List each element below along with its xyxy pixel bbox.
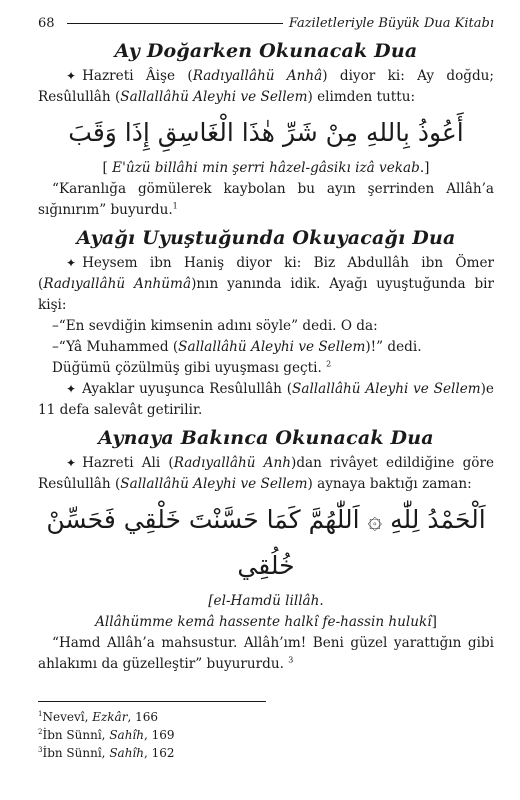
star-bullet-icon: ✦ — [66, 456, 77, 470]
header-rule — [67, 23, 283, 24]
paragraph: ✦ Heysem ibn Haniş diyor ki: Biz Abdullâh ibn Ömer (Radıyallâhü Anhümâ)nın yanında idik. Ayağı uyuştuğunda bir kişi: — [38, 255, 495, 313]
transliteration: [el-Hamdü lillâh. — [208, 593, 324, 609]
star-bullet-icon: ✦ — [66, 69, 77, 83]
paragraph: “Hamd Allâh’a mahsustur. Allâh’ım! Beni güzel yarattığın gibi ahlakımı da güzelleştir” buyururdu. $^3$ — [38, 635, 494, 672]
footnote-rule — [38, 701, 266, 702]
transliteration: Allâhümme kemâ hassente halkî fe-hassin hulukî] — [95, 614, 437, 630]
section-title-moonrise: Ay Doğarken Okunacak Dua — [114, 40, 418, 62]
star-bullet-icon: ✦ — [66, 256, 77, 270]
running-header — [38, 12, 494, 34]
paragraph: ✦ Hazreti Âişe (Radıyallâhü Anhâ) diyor ki: Ay doğdu; Resûlullâh (Sallallâhü Aleyhi ve Sellem) elimden tuttu: — [38, 68, 495, 105]
paragraph: ✦ Ayaklar uyuşunca Resûlullâh (Sallallâhü Aleyhi ve Sellem)e 11 defa salevât getirilir. — [38, 381, 494, 418]
transliteration: [ E'ûzü billâhi min şerri hâzel-gâsikı izâ vekab.] — [102, 160, 430, 176]
footnote: $^1$Nevevî, Ezkâr, 166 — [38, 710, 158, 724]
section-title-mirror: Aynaya Bakınca Okunacak Dua — [98, 427, 434, 449]
paragraph: –“En sevdiğin kimsenin adını söyle” dedi. O da: — [52, 318, 378, 334]
page-number: 68 — [38, 15, 55, 31]
star-bullet-icon: ✦ — [66, 382, 77, 396]
arabic-prayer: اَلْحَمْدُ لِلّٰهِ ۞ اَللّٰهُمَّ كَمَا حَسَّنْتَ خَلْقِي فَحَسِّنْ خُلُقِي — [46, 505, 486, 580]
paragraph: ✦ Hazreti Ali (Radıyallâhü Anh)dan rivâyet edildiğine göre Resûlullâh (Sallallâhü Aleyhi ve Sellem) aynaya baktığı zaman: — [38, 455, 494, 492]
footnote: $^3$İbn Sünnî, Sahîh, 162 — [38, 746, 175, 760]
paragraph: Düğümü çözülmüş gibi uyuşması geçti. $^2$ — [52, 359, 332, 376]
paragraph: “Karanlığa gömülerek kaybolan bu ayın şerrinden Allâh’a sığınırım” buyurdu.$^1$ — [38, 181, 494, 218]
book-title: Faziletleriyle Büyük Dua Kitabı — [288, 15, 494, 31]
footnote-ref[interactable]: 1 — [172, 201, 178, 211]
footnote-ref[interactable]: 3 — [288, 655, 294, 665]
arabic-prayer: أَعُوذُ بِاللهِ مِنْ شَرِّ هٰذَا الْغَاسِقِ إِذَا وَقَبَ — [68, 118, 464, 147]
footnote: $^2$İbn Sünnî, Sahîh, 169 — [38, 728, 175, 742]
section-title-numb-foot: Ayağı Uyuştuğunda Okuyacağı Dua — [76, 227, 456, 249]
footnote-ref[interactable]: 2 — [326, 359, 332, 369]
paragraph: –“Yâ Muhammed (Sallallâhü Aleyhi ve Sellem)!” dedi. — [52, 339, 422, 355]
book-page — [38, 12, 494, 762]
